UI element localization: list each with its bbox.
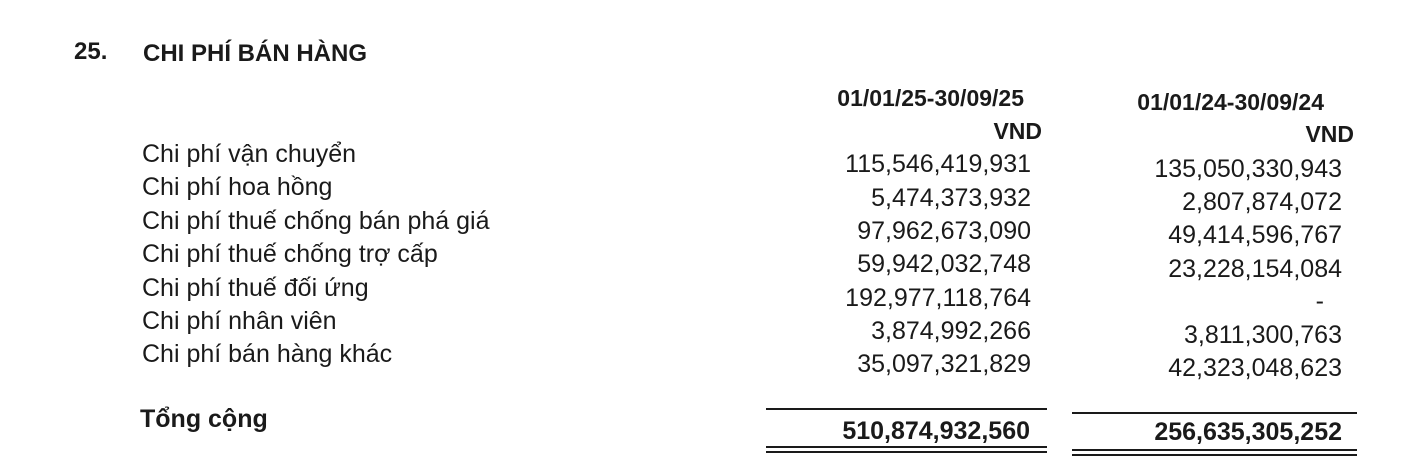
row-label-antidumping: Chi phí thuế chống bán phá giá	[142, 207, 490, 235]
column-header-prior-unit: VND	[1305, 121, 1354, 147]
column-header-current-unit: VND	[993, 118, 1042, 144]
row-label-reciprocal: Chi phí thuế đối ứng	[142, 274, 369, 302]
section-number: 25.	[74, 38, 108, 65]
total-double-rule-current-2	[766, 451, 1047, 453]
row-current-shipping: 115,546,419,931	[845, 150, 1031, 178]
total-top-rule-prior	[1072, 412, 1357, 414]
section-title: CHI PHÍ BÁN HÀNG	[143, 40, 368, 67]
row-label-commission: Chi phí hoa hồng	[142, 173, 333, 201]
row-label-staff: Chi phí nhân viên	[142, 307, 337, 335]
row-prior-other: 42,323,048,623	[1168, 354, 1342, 382]
total-current: 510,874,932,560	[842, 417, 1030, 445]
row-current-antidumping: 97,962,673,090	[857, 217, 1031, 245]
row-prior-staff: 3,811,300,763	[1183, 321, 1342, 349]
row-prior-antidumping: 49,414,596,767	[1168, 221, 1342, 249]
row-prior-countervailing: 23,228,154,084	[1168, 255, 1342, 283]
column-header-prior-period: 01/01/24-30/09/24	[1137, 89, 1324, 115]
total-double-rule-prior-1	[1072, 449, 1357, 451]
row-current-commission: 5,474,373,932	[871, 184, 1031, 212]
total-label: Tổng cộng	[140, 405, 268, 433]
row-current-staff: 3,874,992,266	[871, 317, 1031, 345]
row-current-other: 35,097,321,829	[857, 350, 1031, 378]
row-label-other: Chi phí bán hàng khác	[142, 340, 393, 368]
row-prior-reciprocal: -	[1315, 287, 1324, 315]
total-top-rule-current	[766, 408, 1047, 410]
row-current-reciprocal: 192,977,118,764	[845, 284, 1031, 312]
column-header-current-period: 01/01/25-30/09/25	[837, 85, 1024, 111]
total-prior: 256,635,305,252	[1154, 418, 1342, 446]
row-label-countervailing: Chi phí thuế chống trợ cấp	[142, 240, 438, 268]
row-prior-shipping: 135,050,330,943	[1154, 155, 1342, 183]
row-current-countervailing: 59,942,032,748	[857, 250, 1031, 278]
total-double-rule-current-1	[766, 446, 1047, 448]
total-double-rule-prior-2	[1072, 454, 1357, 456]
row-prior-commission: 2,807,874,072	[1182, 188, 1342, 216]
row-label-shipping: Chi phí vận chuyển	[142, 140, 357, 168]
